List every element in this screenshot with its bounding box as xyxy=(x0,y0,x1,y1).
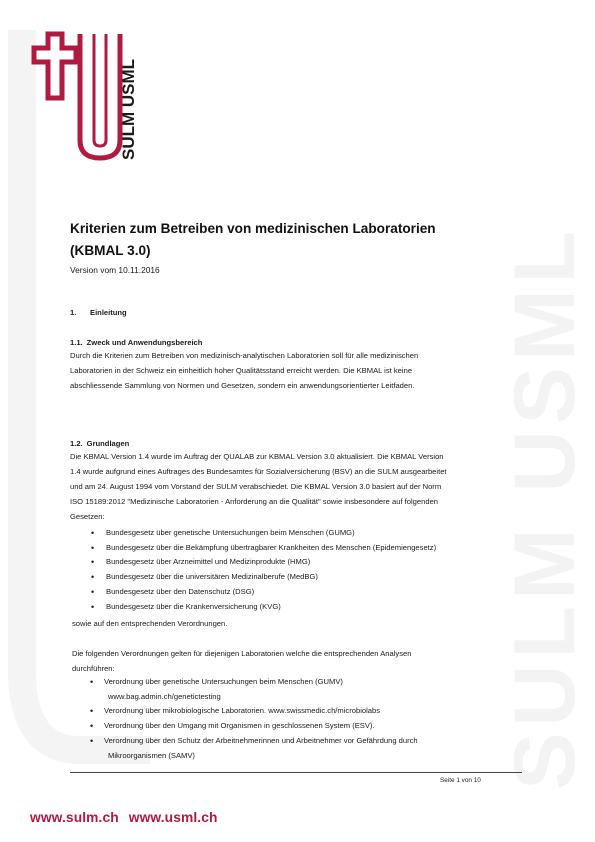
paragraph-line: Gesetzen: xyxy=(70,512,105,521)
list-item: • Bundesgesetz über Arzneimittel und Medizinprodukte (HMG) xyxy=(70,555,522,570)
list-item-text: Verordnung über genetische Untersuchungen beim Menschen (GUMV) xyxy=(104,677,343,686)
paragraph-line: Laboratorien in der Schweiz ein einheitlich hoher Qualitätsstand erreicht werden. Die KBMAL ist keine xyxy=(70,366,413,375)
after-laws-text: sowie auf den entsprechenden Verordnungen. xyxy=(72,619,228,628)
list-item-text: Verordnung über mikrobiologische Laboratorien. www.swissmedic.ch/microbiolabs xyxy=(104,706,381,716)
paragraph-line: durchführen: xyxy=(72,664,115,673)
paragraph-line: ISO 15189:2012 "Medizinische Laboratorien - Anforderung an die Qualität" sowie insbesondere auf folgenden xyxy=(70,497,439,506)
section-number: 1.2. xyxy=(70,439,83,448)
website-link-sulm[interactable]: www.sulm.ch xyxy=(30,810,119,825)
website-link-usml[interactable]: www.usml.ch xyxy=(128,810,218,825)
website-links xyxy=(30,810,228,825)
version-date: Version vom 10.11.2016 xyxy=(70,265,160,275)
document-title xyxy=(70,218,520,262)
section-1-1-heading xyxy=(70,338,202,347)
section-1-1-paragraph xyxy=(70,348,522,393)
paragraph-line: Die folgenden Verordnungen gelten für diejenigen Laboratorien welche die entsprechenden Analysen xyxy=(72,649,412,658)
title-line-2: (KBMAL 3.0) xyxy=(70,243,151,258)
list-item: • Bundesgesetz über den Datenschutz (DSG) xyxy=(70,585,522,600)
list-item-continuation: www.bag.admin.ch/genetictesting xyxy=(108,691,221,701)
svg-text:SULM USML: SULM USML xyxy=(497,224,593,790)
paragraph-line: Die KBMAL Version 1.4 wurde im Auftrag der QUALAB zur KBMAL Version 3.0 aktualisiert. Die KBMAL Version xyxy=(70,452,444,461)
section-title: Einleitung xyxy=(90,308,127,317)
list-item-text: Verordnung über den Schutz der Arbeitnehmerinnen und Arbeitnehmer vor Gefährdung durch xyxy=(104,735,418,745)
ordinances-list xyxy=(72,675,524,763)
ordinance-intro xyxy=(72,646,524,676)
section-number: 1.1. xyxy=(70,338,83,347)
list-item xyxy=(72,704,524,719)
list-item: • Bundesgesetz über die Krankenversicherung (KVG) xyxy=(70,600,522,615)
title-line-1: Kriterien zum Betreiben von medizinischen Laboratorien xyxy=(70,221,436,236)
list-item xyxy=(72,675,524,704)
list-item-text: Verordnung über den Umgang mit Organismen in geschlossenen System (ESV). xyxy=(104,721,375,731)
section-title: Grundlagen xyxy=(86,439,130,448)
section-number: 1. xyxy=(70,308,77,317)
list-item-continuation: Mikroorganismen (SAMV) xyxy=(108,750,195,760)
list-item: • Bundesgesetz über die universitären Medizinalberufe (MedBG) xyxy=(70,570,522,585)
section-1-heading xyxy=(70,308,127,317)
section-1-2-heading xyxy=(70,439,129,448)
svg-text:SULM USML: SULM USML xyxy=(119,58,138,160)
paragraph-line: 1.4 wurde aufgrund eines Auftrages des Bundesamtes für Sozialversicherung (BSV) an die SULM ausgearbeitet xyxy=(70,467,447,476)
paragraph-line: abschliessende Sammlung von Normen und Gesetzen, sondern ein anwendungsorientierter Leitfaden. xyxy=(70,381,415,390)
list-item xyxy=(72,734,524,763)
list-item: • Bundesgesetz über genetische Untersuchungen beim Menschen (GUMG) xyxy=(70,526,522,541)
paragraph-line: und am 24. August 1994 vom Vorstand der SULM verabschiedet. Die KBMAL Version 3.0 basiert auf der Norm xyxy=(70,482,442,491)
laws-list xyxy=(70,526,522,614)
section-title: Zweck und Anwendungsbereich xyxy=(86,338,203,347)
section-1-2-paragraph xyxy=(70,449,522,524)
list-item xyxy=(72,719,524,734)
paragraph-line: Durch die Kriterien zum Betreiben von medizinisch-analytischen Laboratorien soll für alle medizinischen xyxy=(70,351,419,360)
footer-divider xyxy=(70,772,522,773)
page-number: Seite 1 von 10 xyxy=(440,777,481,784)
sulm-usml-logo xyxy=(30,28,150,166)
list-item: • Bundesgesetz über die Bekämpfung übertragbarer Krankheiten des Menschen (Epidemiengesetz) xyxy=(70,541,522,556)
